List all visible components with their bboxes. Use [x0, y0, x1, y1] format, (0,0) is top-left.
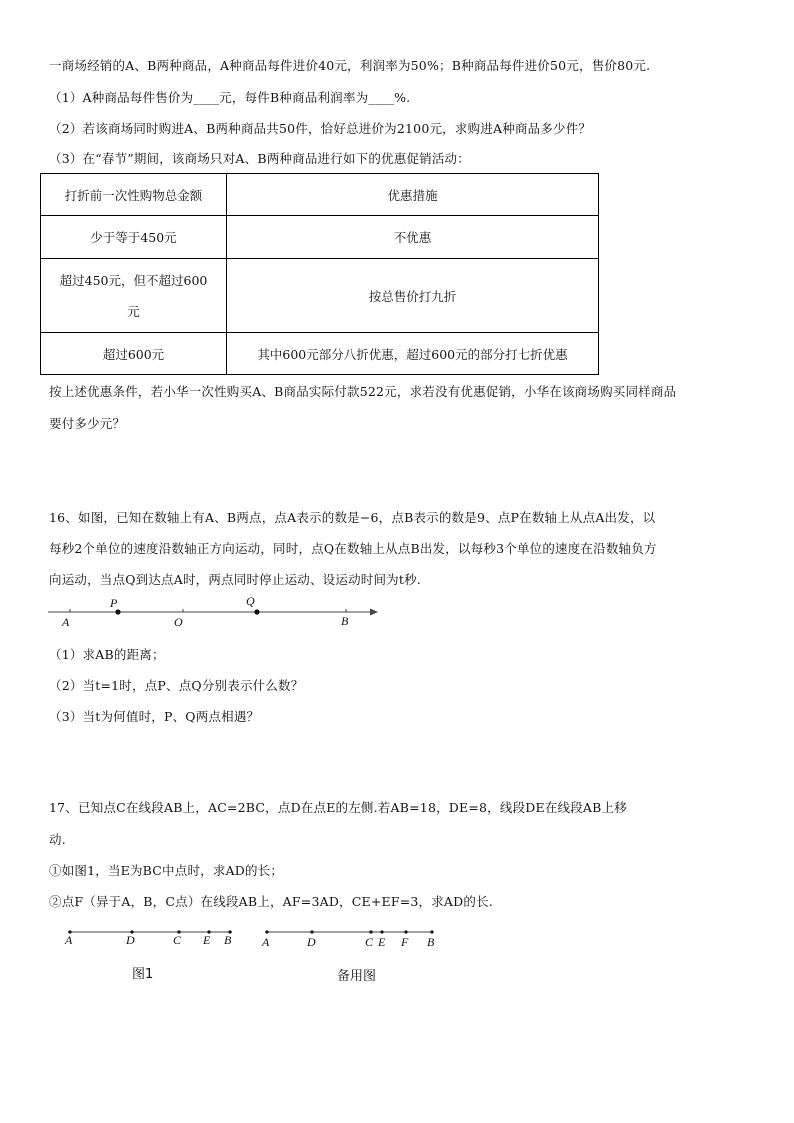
q15-part3: （3）在“春节”期间，该商场只对A、B两种商品进行如下的优惠促销活动： [49, 151, 470, 166]
fig2-label-c: C [365, 935, 374, 949]
spare-figure-caption: 备用图 [337, 969, 377, 984]
fig1-label-b: B [224, 933, 232, 947]
q17-line1: 17、已知点C在线段AB上，AC=2BC，点D在点E的左侧.若AB=18，DE=8，线段DE在线段AB上移 [49, 800, 627, 815]
q16-line1: 16、如图，已知在数轴上有A、B两点，点A表示的数是−6，点B表示的数是9、点P在数轴上从点A出发，以 [49, 510, 656, 525]
point-d [310, 930, 313, 933]
table-cell-amount [41, 259, 227, 333]
label-a: A [62, 615, 70, 629]
point-p-dot [115, 609, 120, 614]
q16-line3: 向运动，当点Q到达点A时，两点同时停止运动、设运动时间为t秒. [49, 572, 421, 587]
q16-part1: （1）求AB的距离； [49, 647, 165, 662]
point-q-dot [254, 609, 259, 614]
point-f [404, 930, 407, 933]
point-c [369, 930, 372, 933]
q17-line2: 动. [49, 832, 66, 847]
spare-figure-segment [257, 922, 447, 952]
figure-1-caption: 图1 [132, 967, 154, 982]
fig1-label-e: E [203, 933, 211, 947]
arrow-head-icon [370, 609, 378, 616]
label-q: Q [246, 594, 255, 608]
fig1-label-d: D [126, 933, 135, 947]
table-cell-offer: 按总售价打九折 [227, 259, 599, 333]
q17-part2: ②点F（异于A，B，C点）在线段AB上，AF=3AD，CE+EF=3，求AD的长. [49, 894, 493, 909]
fig2-label-e: E [378, 935, 386, 949]
figure-1-segment [60, 922, 250, 952]
point-b [430, 930, 433, 933]
fig1-label-c: C [173, 933, 182, 947]
table-header-offer: 优惠措施 [227, 174, 599, 216]
q16-line2: 每秒2个单位的速度沿数轴正方向运动，同时，点Q在数轴上从点B出发，以每秒3个单位的速度在沿数轴负方 [49, 541, 657, 556]
q17-part1: ①如图1，当E为BC中点时，求AD的长； [49, 863, 284, 878]
table-cell-amount-line1: 超过450元，但不超过600 [59, 272, 208, 288]
q16-part2: （2）当t=1时，点P、点Q分别表示什么数？ [49, 678, 304, 693]
table-cell-offer: 不优惠 [227, 216, 599, 259]
q15-intro: 一商场经销的A、B两种商品，A种商品每件进价40元，利润率为50%；B种商品每件进价50元，售价80元. [49, 58, 651, 73]
table-row [41, 216, 599, 259]
table-header-row [41, 174, 599, 216]
fig2-label-b: B [427, 935, 435, 949]
label-p: P [110, 596, 118, 610]
table-row [41, 259, 599, 333]
fig2-label-d: D [307, 935, 316, 949]
table-cell-amount-line2: 元 [127, 303, 140, 319]
q16-part3: （3）当t为何值时，P、Q两点相遇？ [49, 709, 260, 724]
label-o: O [174, 615, 183, 629]
table-header-amount: 打折前一次性购物总金额 [41, 174, 227, 216]
label-b: B [341, 614, 349, 628]
q15-followup-line1: 按上述优惠条件，若小华一次性购买A、B商品实际付款522元，求若没有优惠促销，小华在该商场购买同样商品 [49, 384, 677, 399]
point-e [380, 930, 383, 933]
table-row [41, 333, 599, 375]
fig2-label-f: F [401, 935, 409, 949]
point-a [265, 930, 268, 933]
table-cell-amount: 少于等于450元 [41, 216, 227, 259]
fig2-label-a: A [262, 935, 270, 949]
q15-part2: （2）若该商场同时购进A、B两种商品共50件，恰好总进价为2100元，求购进A种商品多少件？ [49, 121, 592, 136]
table-cell-amount: 超过600元 [41, 333, 227, 375]
q15-part1: （1）A种商品每件售价为____元，每件B种商品利润率为____%. [49, 90, 411, 105]
q15-followup-line2: 要付多少元？ [49, 416, 126, 431]
number-line-figure [40, 592, 390, 632]
table-cell-offer: 其中600元部分八折优惠，超过600元的部分打七折优惠 [227, 333, 599, 375]
fig1-label-a: A [65, 933, 73, 947]
promotion-table [40, 173, 599, 375]
